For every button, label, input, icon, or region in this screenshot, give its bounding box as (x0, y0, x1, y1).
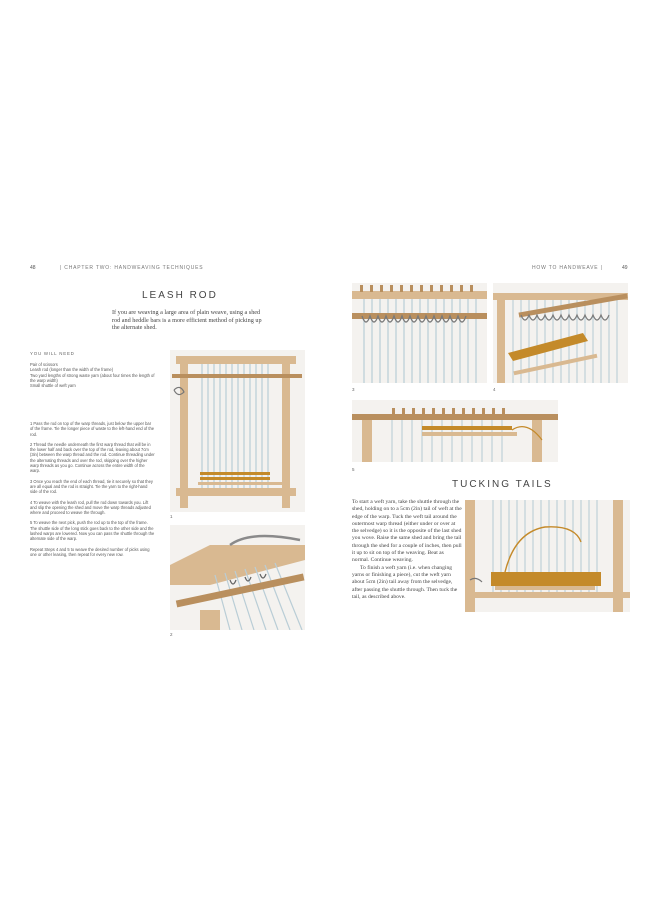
material-item: Pair of scissors (30, 362, 58, 367)
photo-step-5 (352, 400, 558, 462)
you-will-need-heading: YOU WILL NEED (30, 351, 75, 356)
caption-1: 1 (170, 514, 173, 519)
left-running-head: | CHAPTER TWO: HANDWEAVING TECHNIQUES (60, 265, 204, 271)
caption-3: 3 (352, 387, 355, 392)
tucking-tails-heading: TUCKING TAILS (452, 479, 553, 490)
photo-tucking-tails (465, 500, 630, 612)
steps-list (30, 421, 155, 562)
step-text: 5 To weave the next pick, push the rod up to the top of the frame. The shuttle side of the long stick goes back to the other side and the lashed warps are lowered. Now you can pass the shuttle through the alternate side of the warp. (30, 520, 155, 542)
left-page-number: 48 (30, 265, 36, 271)
caption-5: 5 (352, 467, 355, 472)
material-item: Two yard lengths of strong waste yarn (about four times the length of the warp width) (30, 372, 155, 383)
step-text: 3 Once you reach the end of each thread, tie it securely so that they are all equal and the rod is straight. Tie the yarn to the right-hand side of the rod. (30, 478, 153, 495)
body-paragraph: To finish a weft yarn (i.e. when changing yarns or finishing a piece), cut the weft yarn about 5cm (2in) tail away from the selvedge, after passing the shuttle through. Then tuck the tail, as described above. (352, 564, 458, 600)
step-text: 1 Pass the rod on top of the warp threads, just below the upper bar of the frame. Tie the longer piece of waste to the left-hand end of the rod. (30, 421, 155, 437)
photo-leash-rod-loom (170, 350, 305, 512)
material-item: Leash rod (longer than the width of the frame) (30, 367, 114, 373)
step-text: 4 To weave with the leash rod, pull the rod down towards you. Lift and slip the opening the shed and move the warp threads adjusted where and proceed to weave the through. (30, 499, 151, 516)
photo-step-3 (352, 283, 487, 383)
right-running-head: HOW TO HANDWEAVE | (532, 265, 603, 271)
body-paragraph: To start a weft yarn, take the shuttle through the shed, holding on to a 5cm (2in) tail of weft at the edge of the warp. Tuck the weft tail around the outermost warp thread (either under or over at the selvedge) so it is the opposite of the last shed you wove. Raise the same shed and bring the tail through the shed for a couple of inches, then pull it up to sit on top of the weaving. Beat as normal. Continue weaving. (352, 499, 462, 564)
photo-step-4 (493, 283, 628, 383)
caption-4: 4 (493, 387, 496, 392)
caption-2: 2 (170, 632, 173, 637)
material-item: Small shuttle of weft yarn (30, 383, 76, 389)
tucking-tails-body (352, 499, 462, 601)
step-text: 2 Thread the needle underneath the first warp thread that will be in the lower half and back over the top of the rod, leaving about 7cm (3in) between the warp thread and the rod. Continue threading under the alternating threads and over the rod, skipping over the higher warp threads as you go. Continue across the entire width of the warp. (30, 441, 155, 474)
leash-rod-intro: If you are weaving a large area of plain weave, using a shed rod and heddle bars is a more efficient method of picking up the alternate shed. (112, 309, 262, 332)
materials-list (30, 362, 155, 388)
step-text: Repeat Steps 4 and 5 to weave the desired number of picks using one or other leasing, then repeat for every new row. (30, 546, 150, 557)
leash-rod-heading: LEASH ROD (142, 290, 218, 301)
right-page-number: 49 (622, 265, 628, 271)
photo-leash-rod-closeup (170, 525, 305, 630)
